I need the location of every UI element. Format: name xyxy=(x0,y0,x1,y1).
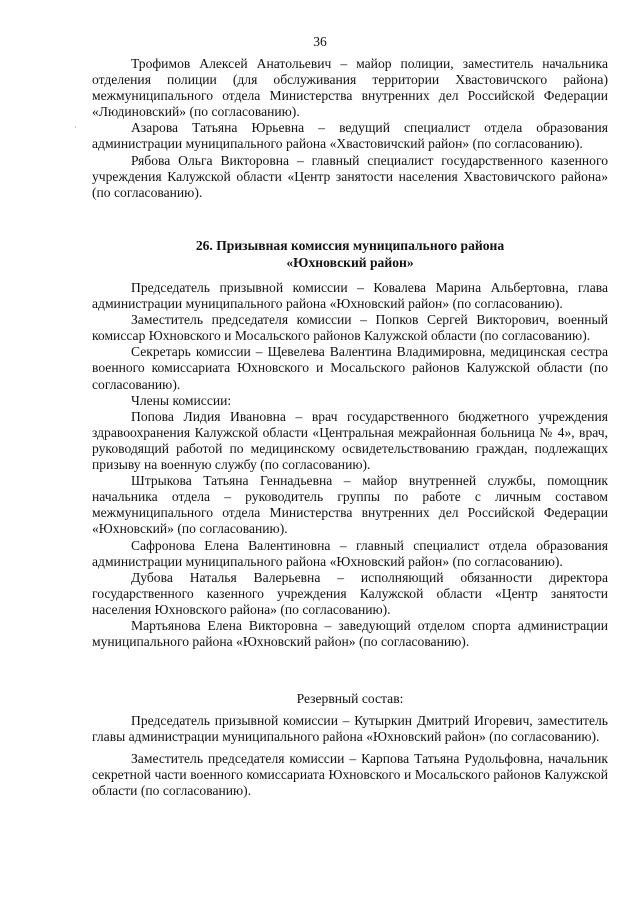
paragraph: Сафронова Елена Валентиновна – главный специалист отдела образования администрации муниципального района «Юхновский район» (по согласованию). xyxy=(92,537,608,569)
paragraph: Председатель призывной комиссии – Ковалева Марина Альбертовна, глава администрации муниципального района «Юхновский район» (по согласованию). xyxy=(92,280,608,312)
paragraph: Секретарь комиссии – Щевелева Валентина Владимировна, медицинская сестра военного комиссариата Юхновского и Мосальского районов Калужской области (по согласованию). xyxy=(92,344,608,392)
main-block xyxy=(92,280,608,650)
page-number: 36 xyxy=(313,34,327,49)
paragraph: Попова Лидия Ивановна – врач государственного бюджетного учреждения здравоохранения Калужской области «Центральная межрайонная больница № 4», врач, руководящий работой по медицинскому освидетельствованию граждан, подлежащих призыву на военную службу (по согласованию). xyxy=(92,408,608,473)
section-heading xyxy=(92,237,608,271)
reserve-block xyxy=(92,691,608,800)
paragraph: Дубова Наталья Валерьевна – исполняющий обязанности директора государственного казенного учреждения Калужской области «Центр занятости населения Юхновского района» (по согласованию). xyxy=(92,569,608,617)
paragraph: Мартьянова Елена Викторовна – заведующий отделом спорта администрации муниципального района «Юхновский район» (по согласованию). xyxy=(92,617,608,650)
members-label: Члены комиссии: xyxy=(131,392,232,408)
paragraph: Заместитель председателя комиссии – Попков Сергей Викторович, военный комиссар Юхновского и Мосальского районов Калужской области (по согласованию). xyxy=(92,312,608,344)
paragraph: Трофимов Алексей Анатольевич – майор полиции, заместитель начальника отделения полиции (для обслуживания территории Хвастовичского района) межмуниципального отдела Министерства внутренних дел Российской Федерации «Людиновский» (по согласованию). xyxy=(92,56,608,120)
reserve-heading: Резервный состав: xyxy=(296,691,404,706)
paragraph: Штрыкова Татьяна Геннадьевна – майор внутренней службы, помощник начальника отдела – руководитель группы по работе с личным составом межмуниципального отдела Министерства внутренних дел Российской Федерации «Юхновский» (по согласованию). xyxy=(92,473,608,537)
paragraph: Председатель призывной комиссии – Кутыркин Дмитрий Игоревич, заместитель главы администрации муниципального района «Юхновский район» (по согласованию). xyxy=(92,713,608,745)
section-title-line2: «Юхновский район» xyxy=(286,255,414,270)
margin-mark: · xyxy=(74,123,77,132)
section-title-line1: 26. Призывная комиссия муниципального района xyxy=(195,238,505,253)
top-block xyxy=(92,56,608,201)
paragraph: Рябова Ольга Викторовна – главный специалист государственного казенного учреждения Калужской области «Центр занятости населения Хвастовичского района» (по согласованию). xyxy=(92,152,608,200)
paragraph: Заместитель председателя комиссии – Карпова Татьяна Рудольфовна, начальник секретной части военного комиссариата Юхновского и Мосальского районов Калужской области (по согласованию). xyxy=(92,751,608,799)
paragraph: Азарова Татьяна Юрьевна – ведущий специалист отдела образования администрации муниципального района «Хвастовичский район» (по согласованию). xyxy=(92,120,608,152)
